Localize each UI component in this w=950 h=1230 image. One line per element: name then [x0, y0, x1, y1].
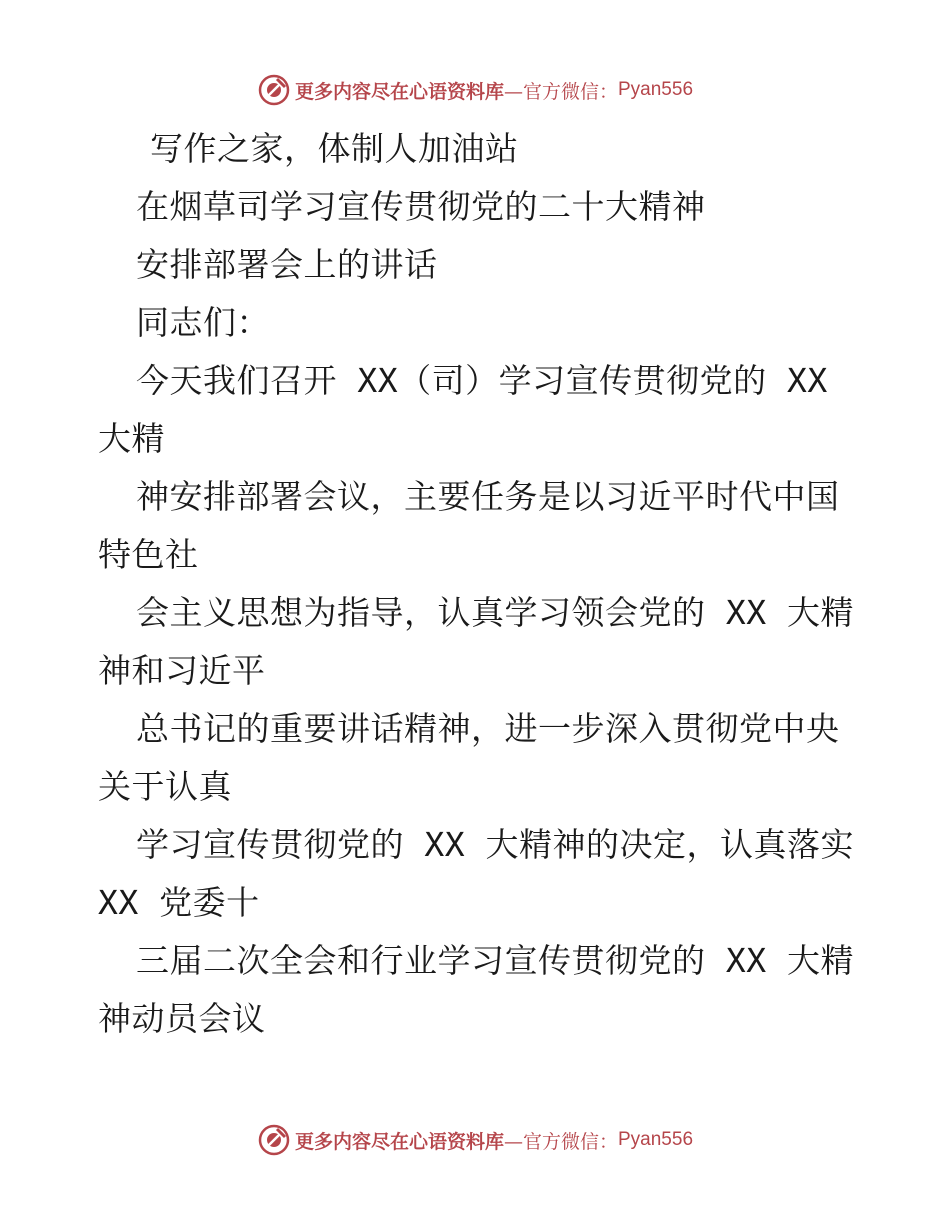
doc-line: 总书记的重要讲话精神，进一步深入贯彻党中央	[136, 709, 840, 748]
doc-title-line: 在烟草司学习宣传贯彻党的二十大精神	[136, 187, 706, 226]
watermark-id: Pyan556	[618, 79, 694, 100]
doc-line: 今天我们召开 XX（司）学习宣传贯彻党的 XX	[136, 361, 828, 400]
doc-line: 大精	[98, 419, 165, 458]
logo-icon	[257, 1123, 291, 1157]
watermark-id: Pyan556	[618, 1129, 694, 1150]
doc-line: 神动员会议	[98, 999, 266, 1038]
document-body	[98, 120, 878, 1048]
doc-title-line: 安排部署会上的讲话	[136, 245, 438, 284]
doc-line: 特色社	[98, 535, 199, 574]
doc-line: 写作之家，体制人加油站	[150, 129, 519, 168]
doc-line: 学习宣传贯彻党的 XX 大精神的决定，认真落实	[136, 825, 854, 864]
watermark-text: 更多内容尽在心语资料库	[294, 1130, 504, 1153]
doc-line: 神和习近平	[98, 651, 266, 690]
doc-line: 神安排部署会议，主要任务是以习近平时代中国	[136, 477, 840, 516]
watermark-suffix: —官方微信：	[503, 80, 618, 103]
doc-line: 三届二次全会和行业学习宣传贯彻党的 XX 大精	[136, 941, 854, 980]
header-watermark	[0, 70, 950, 110]
logo-icon	[257, 73, 291, 107]
watermark-suffix: —官方微信：	[503, 1130, 618, 1153]
doc-line: XX 党委十	[98, 883, 260, 922]
footer-watermark	[0, 1120, 950, 1160]
doc-line: 会主义思想为指导，认真学习领会党的 XX 大精	[136, 593, 854, 632]
doc-line: 关于认真	[98, 767, 232, 806]
watermark-text: 更多内容尽在心语资料库	[294, 80, 504, 103]
doc-salutation: 同志们：	[136, 303, 270, 342]
